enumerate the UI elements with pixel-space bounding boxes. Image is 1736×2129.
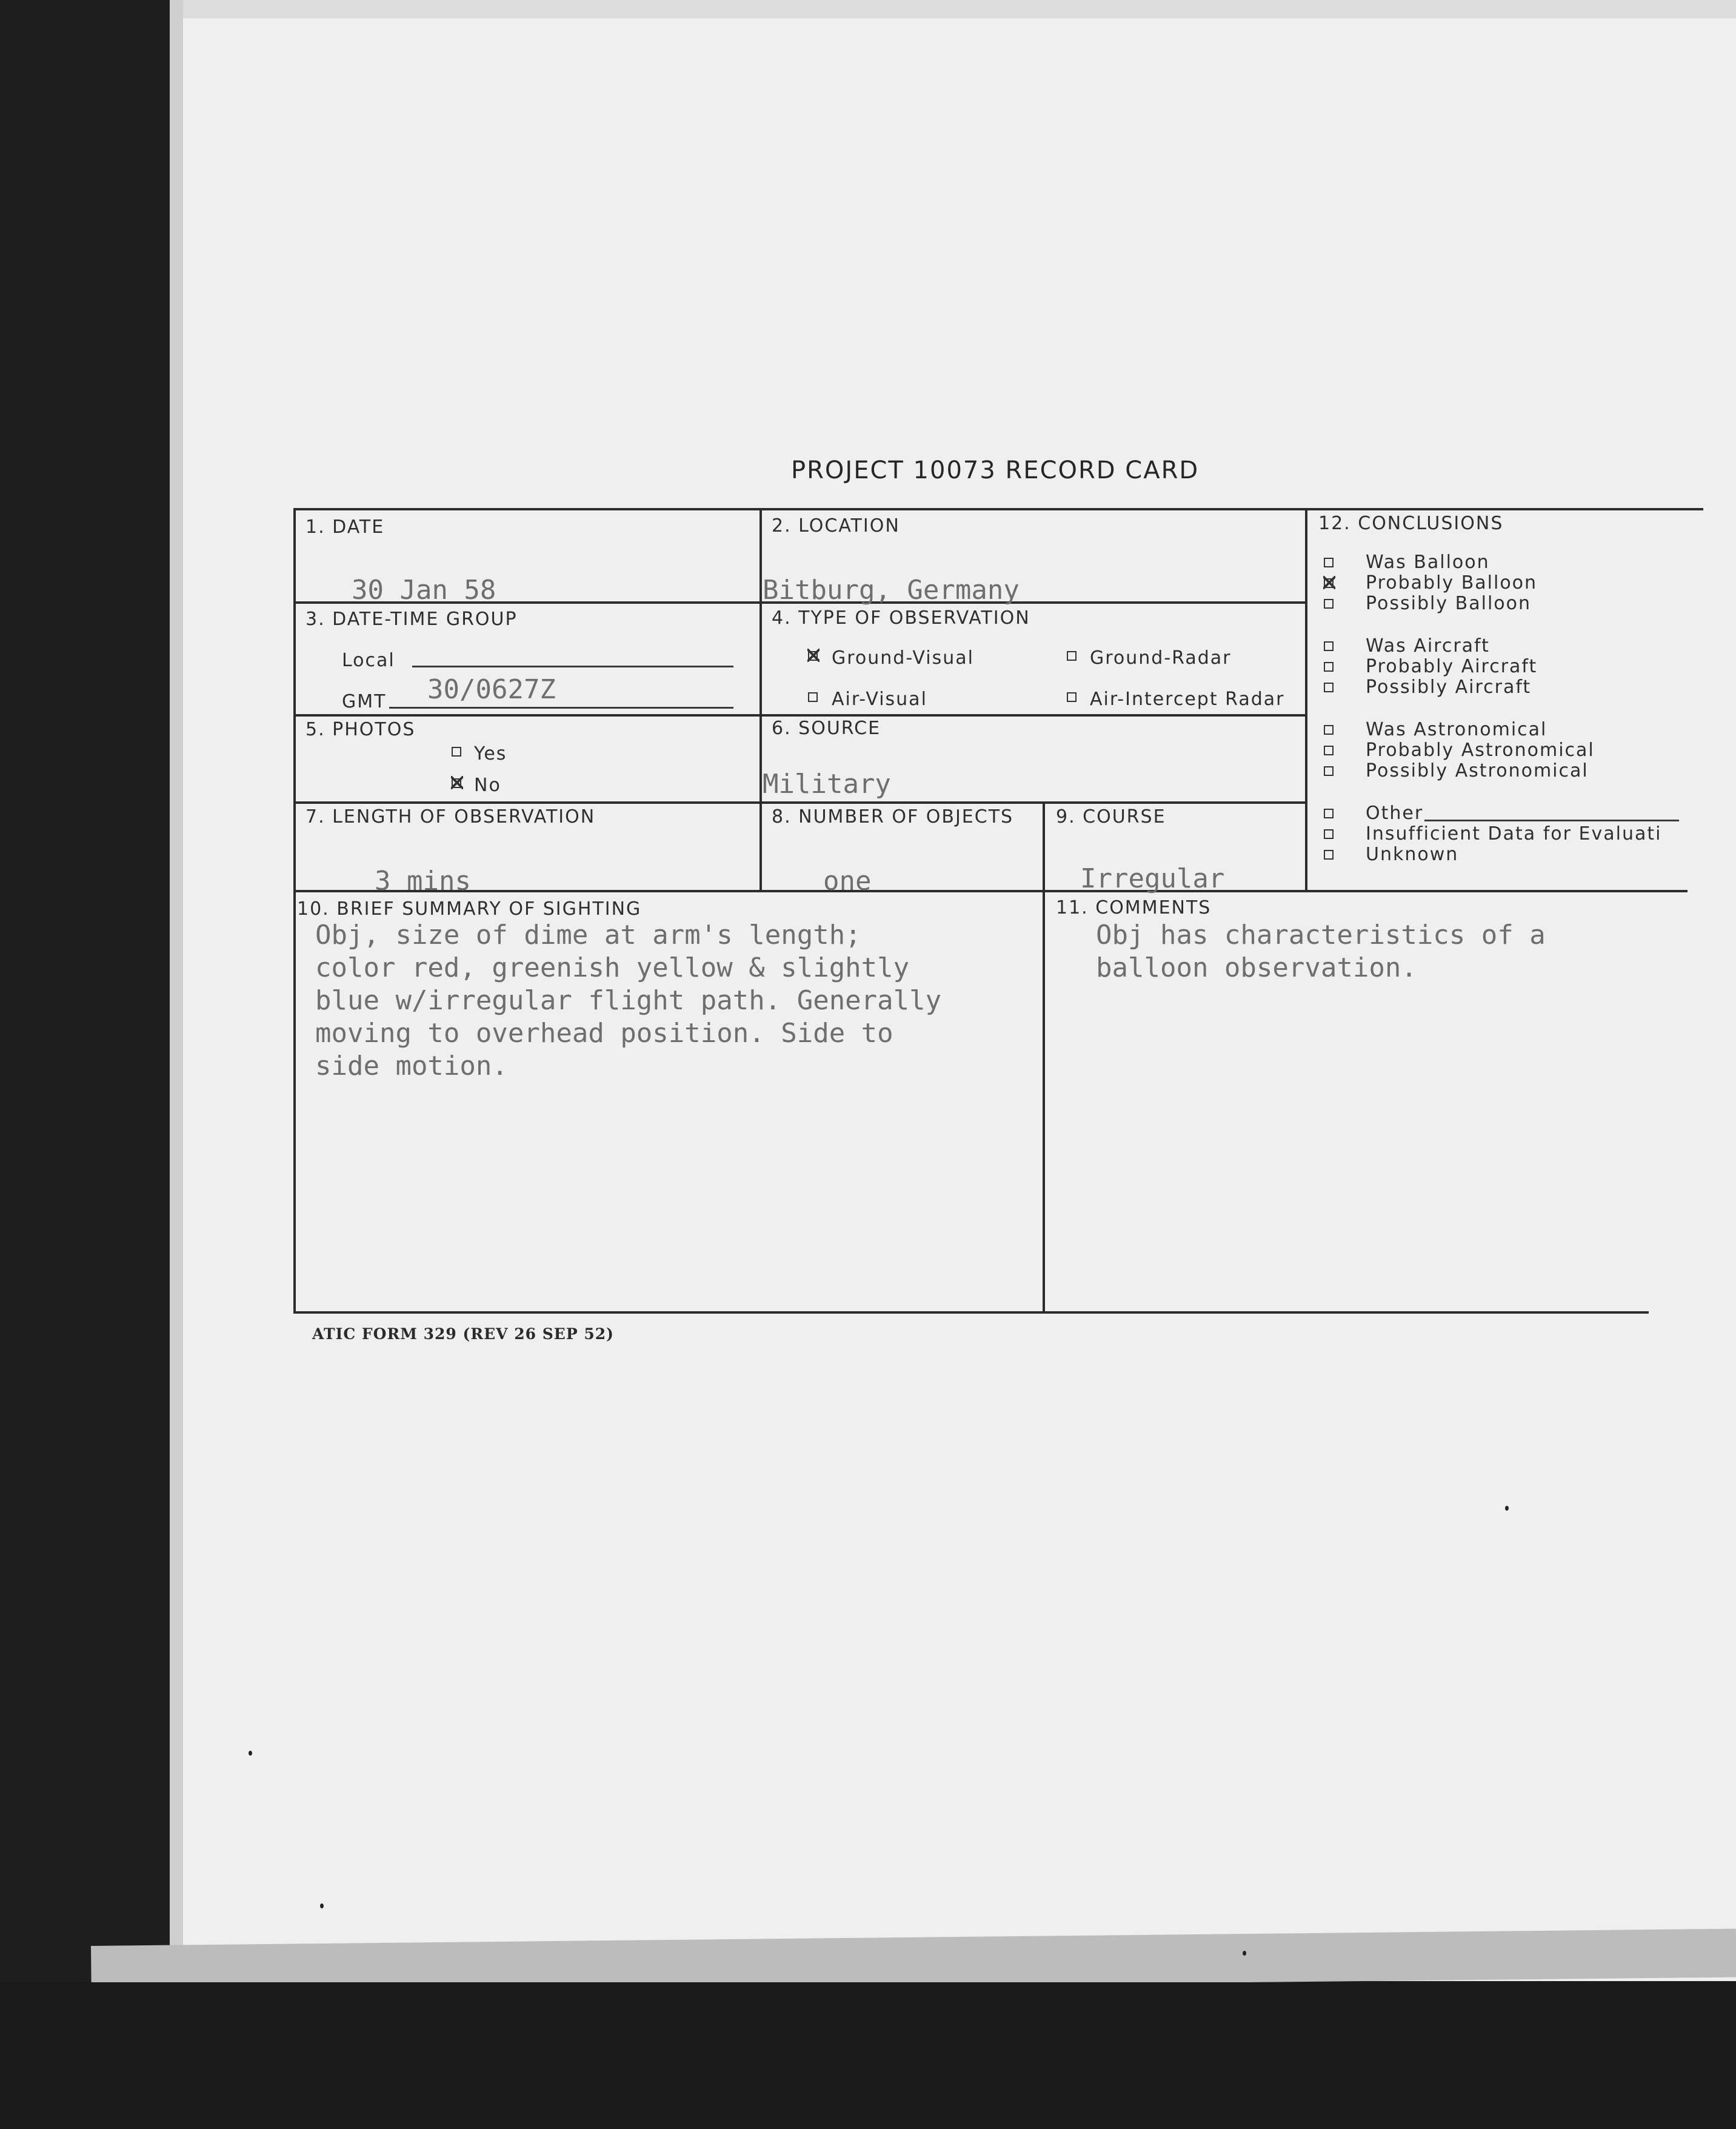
comments-label: 11. COMMENTS xyxy=(1056,897,1212,918)
was-balloon-label: Was Balloon xyxy=(1366,552,1490,573)
summary-line: Obj, size of dime at arm's length; xyxy=(315,920,861,951)
local-underline xyxy=(412,666,733,667)
was-astronomical-checkbox[interactable] xyxy=(1324,725,1334,735)
rule-col4 xyxy=(1305,508,1307,892)
other-checkbox[interactable] xyxy=(1324,809,1334,818)
scan-background xyxy=(0,1982,1736,2129)
location-label: 2. LOCATION xyxy=(772,515,900,536)
card-title: PROJECT 10073 RECORD CARD xyxy=(791,456,1200,484)
summary-line: blue w/irregular flight path. Generally xyxy=(315,985,942,1016)
was-aircraft-checkbox[interactable] xyxy=(1324,641,1334,651)
ground-visual-label: Ground-Visual xyxy=(832,647,974,669)
was-balloon-checkbox[interactable] xyxy=(1324,558,1334,567)
length-label: 7. LENGTH OF OBSERVATION xyxy=(305,806,596,827)
location-value: Bitburg, Germany xyxy=(763,575,1020,606)
air-visual-label: Air-Visual xyxy=(832,689,927,710)
probably-astronomical-label: Probably Astronomical xyxy=(1366,740,1595,761)
course-value: Irregular xyxy=(1080,863,1225,894)
form-id: ATIC FORM 329 (REV 26 SEP 52) xyxy=(312,1325,614,1343)
rule-row4 xyxy=(293,890,1688,892)
paper-left-edge xyxy=(170,0,183,2000)
scan-speck xyxy=(249,1751,252,1756)
paper-top-edge xyxy=(170,0,1736,18)
probably-aircraft-checkbox[interactable] xyxy=(1324,662,1334,672)
rule-col2 xyxy=(760,508,762,892)
course-label: 9. COURSE xyxy=(1056,806,1166,827)
possibly-balloon-label: Possibly Balloon xyxy=(1366,593,1531,614)
unknown-checkbox[interactable] xyxy=(1324,850,1334,860)
gmt-value: 30/0627Z xyxy=(427,674,556,705)
rule-row3 xyxy=(293,801,1306,804)
photos-yes-label: Yes xyxy=(474,743,507,764)
photos-no-label: No xyxy=(474,775,501,796)
summary-line: side motion. xyxy=(315,1051,508,1081)
summary-line: moving to overhead position. Side to xyxy=(315,1018,893,1049)
observation-type-label: 4. TYPE OF OBSERVATION xyxy=(772,607,1030,629)
comments-text xyxy=(1096,919,1696,984)
scan-speck xyxy=(1505,1506,1509,1511)
rule-top xyxy=(293,508,1703,510)
possibly-astronomical-label: Possibly Astronomical xyxy=(1366,760,1589,781)
scan-speck xyxy=(320,1903,324,1908)
ground-radar-label: Ground-Radar xyxy=(1090,647,1232,669)
possibly-astronomical-checkbox[interactable] xyxy=(1324,766,1334,776)
summary-text xyxy=(315,919,1103,1083)
date-label: 1. DATE xyxy=(305,516,385,538)
probably-balloon-label: Probably Balloon xyxy=(1366,572,1538,593)
objects-value: one xyxy=(823,866,872,897)
possibly-balloon-checkbox[interactable] xyxy=(1324,599,1334,609)
objects-label: 8. NUMBER OF OBJECTS xyxy=(772,806,1014,827)
insufficient-data-checkbox[interactable] xyxy=(1324,829,1334,839)
was-aircraft-label: Was Aircraft xyxy=(1366,635,1490,657)
summary-label: 10. BRIEF SUMMARY OF SIGHTING xyxy=(297,898,642,920)
dtg-label: 3. DATE-TIME GROUP xyxy=(305,609,518,630)
other-underline xyxy=(1424,820,1679,821)
scan-speck xyxy=(1243,1951,1246,1956)
unknown-label: Unknown xyxy=(1366,844,1459,865)
photos-yes-checkbox[interactable] xyxy=(452,747,461,757)
air-intercept-radar-label: Air-Intercept Radar xyxy=(1090,689,1285,710)
other-label: Other xyxy=(1366,803,1424,824)
source-value: Military xyxy=(763,769,891,800)
photos-label: 5. PHOTOS xyxy=(305,719,416,740)
rule-bottom xyxy=(293,1311,1649,1314)
date-value: 30 Jan 58 xyxy=(352,575,496,606)
was-astronomical-label: Was Astronomical xyxy=(1366,719,1547,740)
local-label: Local xyxy=(342,650,395,671)
comments-line: Obj has characteristics of a xyxy=(1096,920,1546,951)
possibly-aircraft-checkbox[interactable] xyxy=(1324,683,1334,692)
gmt-underline xyxy=(389,707,733,709)
air-intercept-radar-checkbox[interactable] xyxy=(1067,692,1077,702)
ground-visual-checkbox[interactable] xyxy=(808,651,818,661)
comments-line: balloon observation. xyxy=(1096,952,1417,983)
possibly-aircraft-label: Possibly Aircraft xyxy=(1366,677,1532,698)
length-value: 3 mins xyxy=(375,866,471,897)
rule-row2 xyxy=(293,714,1306,717)
gmt-label: GMT xyxy=(342,691,387,712)
ground-radar-checkbox[interactable] xyxy=(1067,651,1077,661)
insufficient-data-label: Insufficient Data for Evaluati xyxy=(1366,823,1662,844)
probably-aircraft-label: Probably Aircraft xyxy=(1366,656,1538,677)
conclusions-label: 12. CONCLUSIONS xyxy=(1318,513,1504,534)
photos-no-checkbox[interactable] xyxy=(452,778,461,788)
air-visual-checkbox[interactable] xyxy=(808,692,818,702)
summary-line: color red, greenish yellow & slightly xyxy=(315,952,910,983)
source-label: 6. SOURCE xyxy=(772,718,881,739)
rule-left xyxy=(293,508,296,1314)
probably-astronomical-checkbox[interactable] xyxy=(1324,746,1334,755)
probably-balloon-checkbox[interactable] xyxy=(1324,578,1334,588)
